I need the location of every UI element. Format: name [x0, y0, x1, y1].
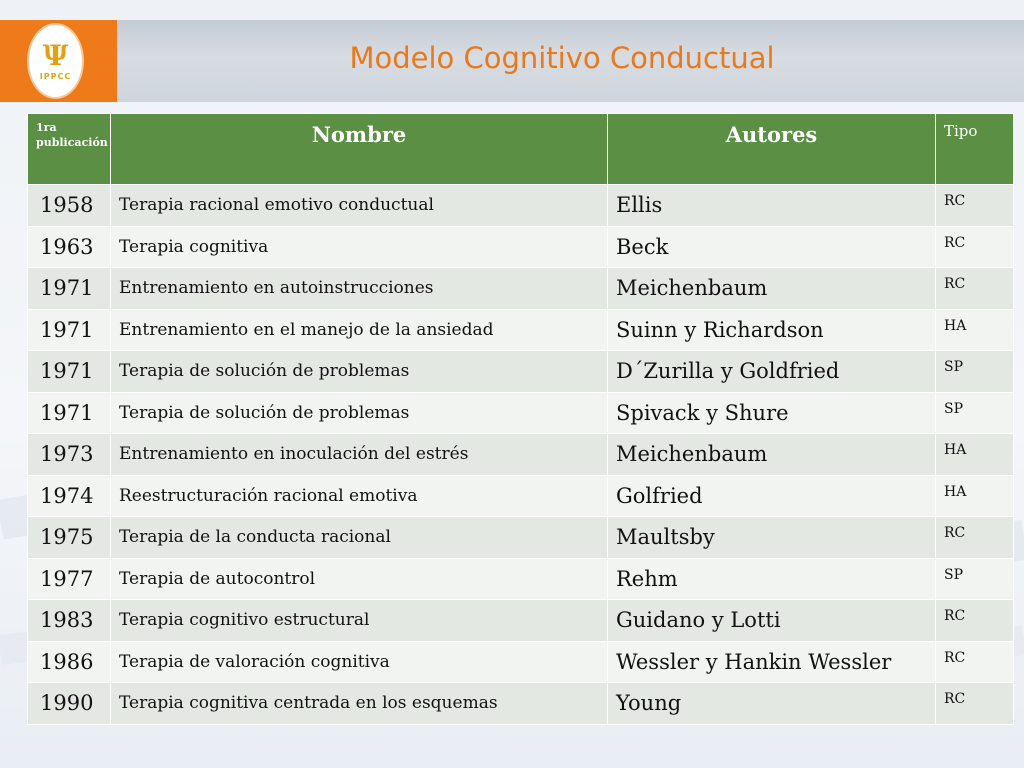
cell-year: 1986 — [28, 641, 111, 683]
cell-name: Entrenamiento en el manejo de la ansiedad — [111, 309, 608, 351]
header-authors: Autores — [608, 114, 936, 185]
cell-year: 1973 — [28, 434, 111, 476]
table-row — [28, 517, 1014, 559]
cell-year: 1963 — [28, 226, 111, 268]
cell-authors: Spivack y Shure — [608, 392, 936, 434]
cell-year: 1971 — [28, 351, 111, 393]
cell-authors: D´Zurilla y Goldfried — [608, 351, 936, 393]
cell-type: RC — [936, 683, 1014, 725]
cell-year: 1983 — [28, 600, 111, 642]
cell-type: HA — [936, 309, 1014, 351]
cell-type: SP — [936, 392, 1014, 434]
table-row — [28, 351, 1014, 393]
cell-authors: Beck — [608, 226, 936, 268]
logo-text: IPPCC — [39, 71, 72, 81]
cell-year: 1971 — [28, 392, 111, 434]
cell-year: 1975 — [28, 517, 111, 559]
table-row — [28, 434, 1014, 476]
cell-authors: Rehm — [608, 558, 936, 600]
cell-name: Reestructuración racional emotiva — [111, 475, 608, 517]
cell-type: RC — [936, 600, 1014, 642]
table-row — [28, 226, 1014, 268]
cell-year: 1990 — [28, 683, 111, 725]
table-row — [28, 185, 1014, 227]
cell-name: Terapia cognitivo estructural — [111, 600, 608, 642]
cell-type: RC — [936, 268, 1014, 310]
cell-year: 1974 — [28, 475, 111, 517]
cell-name: Entrenamiento en autoinstrucciones — [111, 268, 608, 310]
cell-name: Terapia de la conducta racional — [111, 517, 608, 559]
cell-name: Terapia racional emotivo conductual — [111, 185, 608, 227]
cell-authors: Wessler y Hankin Wessler — [608, 641, 936, 683]
cell-year: 1958 — [28, 185, 111, 227]
cell-type: RC — [936, 641, 1014, 683]
ippcc-logo — [27, 23, 84, 99]
cell-type: HA — [936, 475, 1014, 517]
psi-icon: Ψ — [42, 38, 69, 72]
cell-name: Terapia de valoración cognitiva — [111, 641, 608, 683]
table-row — [28, 558, 1014, 600]
cell-authors: Suinn y Richardson — [608, 309, 936, 351]
cell-authors: Ellis — [608, 185, 936, 227]
logo-box — [0, 20, 117, 102]
table-row — [28, 475, 1014, 517]
cell-name: Terapia de solución de problemas — [111, 392, 608, 434]
header-name: Nombre — [111, 114, 608, 185]
cell-name: Terapia cognitiva centrada en los esquemas — [111, 683, 608, 725]
cell-type: SP — [936, 351, 1014, 393]
header-type: Tipo — [936, 114, 1014, 185]
cell-authors: Young — [608, 683, 936, 725]
cell-type: HA — [936, 434, 1014, 476]
cell-authors: Meichenbaum — [608, 268, 936, 310]
table-row — [28, 309, 1014, 351]
table-header-row — [28, 114, 1014, 185]
cell-type: SP — [936, 558, 1014, 600]
cell-type: RC — [936, 517, 1014, 559]
cell-authors: Maultsby — [608, 517, 936, 559]
cell-year: 1971 — [28, 268, 111, 310]
cell-authors: Golfried — [608, 475, 936, 517]
cell-name: Terapia de autocontrol — [111, 558, 608, 600]
cell-authors: Meichenbaum — [608, 434, 936, 476]
cell-year: 1971 — [28, 309, 111, 351]
cell-year: 1977 — [28, 558, 111, 600]
table-row — [28, 641, 1014, 683]
cell-name: Terapia de solución de problemas — [111, 351, 608, 393]
table-row — [28, 392, 1014, 434]
cell-type: RC — [936, 185, 1014, 227]
cell-name: Entrenamiento en inoculación del estrés — [111, 434, 608, 476]
table-row — [28, 600, 1014, 642]
header-year: 1ra publicación — [28, 114, 111, 185]
page-title: Modelo Cognitivo Conductual — [349, 41, 775, 75]
table-row — [28, 683, 1014, 725]
table-row — [28, 268, 1014, 310]
cell-name: Terapia cognitiva — [111, 226, 608, 268]
therapies-table — [27, 113, 1014, 725]
cell-type: RC — [936, 226, 1014, 268]
cell-authors: Guidano y Lotti — [608, 600, 936, 642]
